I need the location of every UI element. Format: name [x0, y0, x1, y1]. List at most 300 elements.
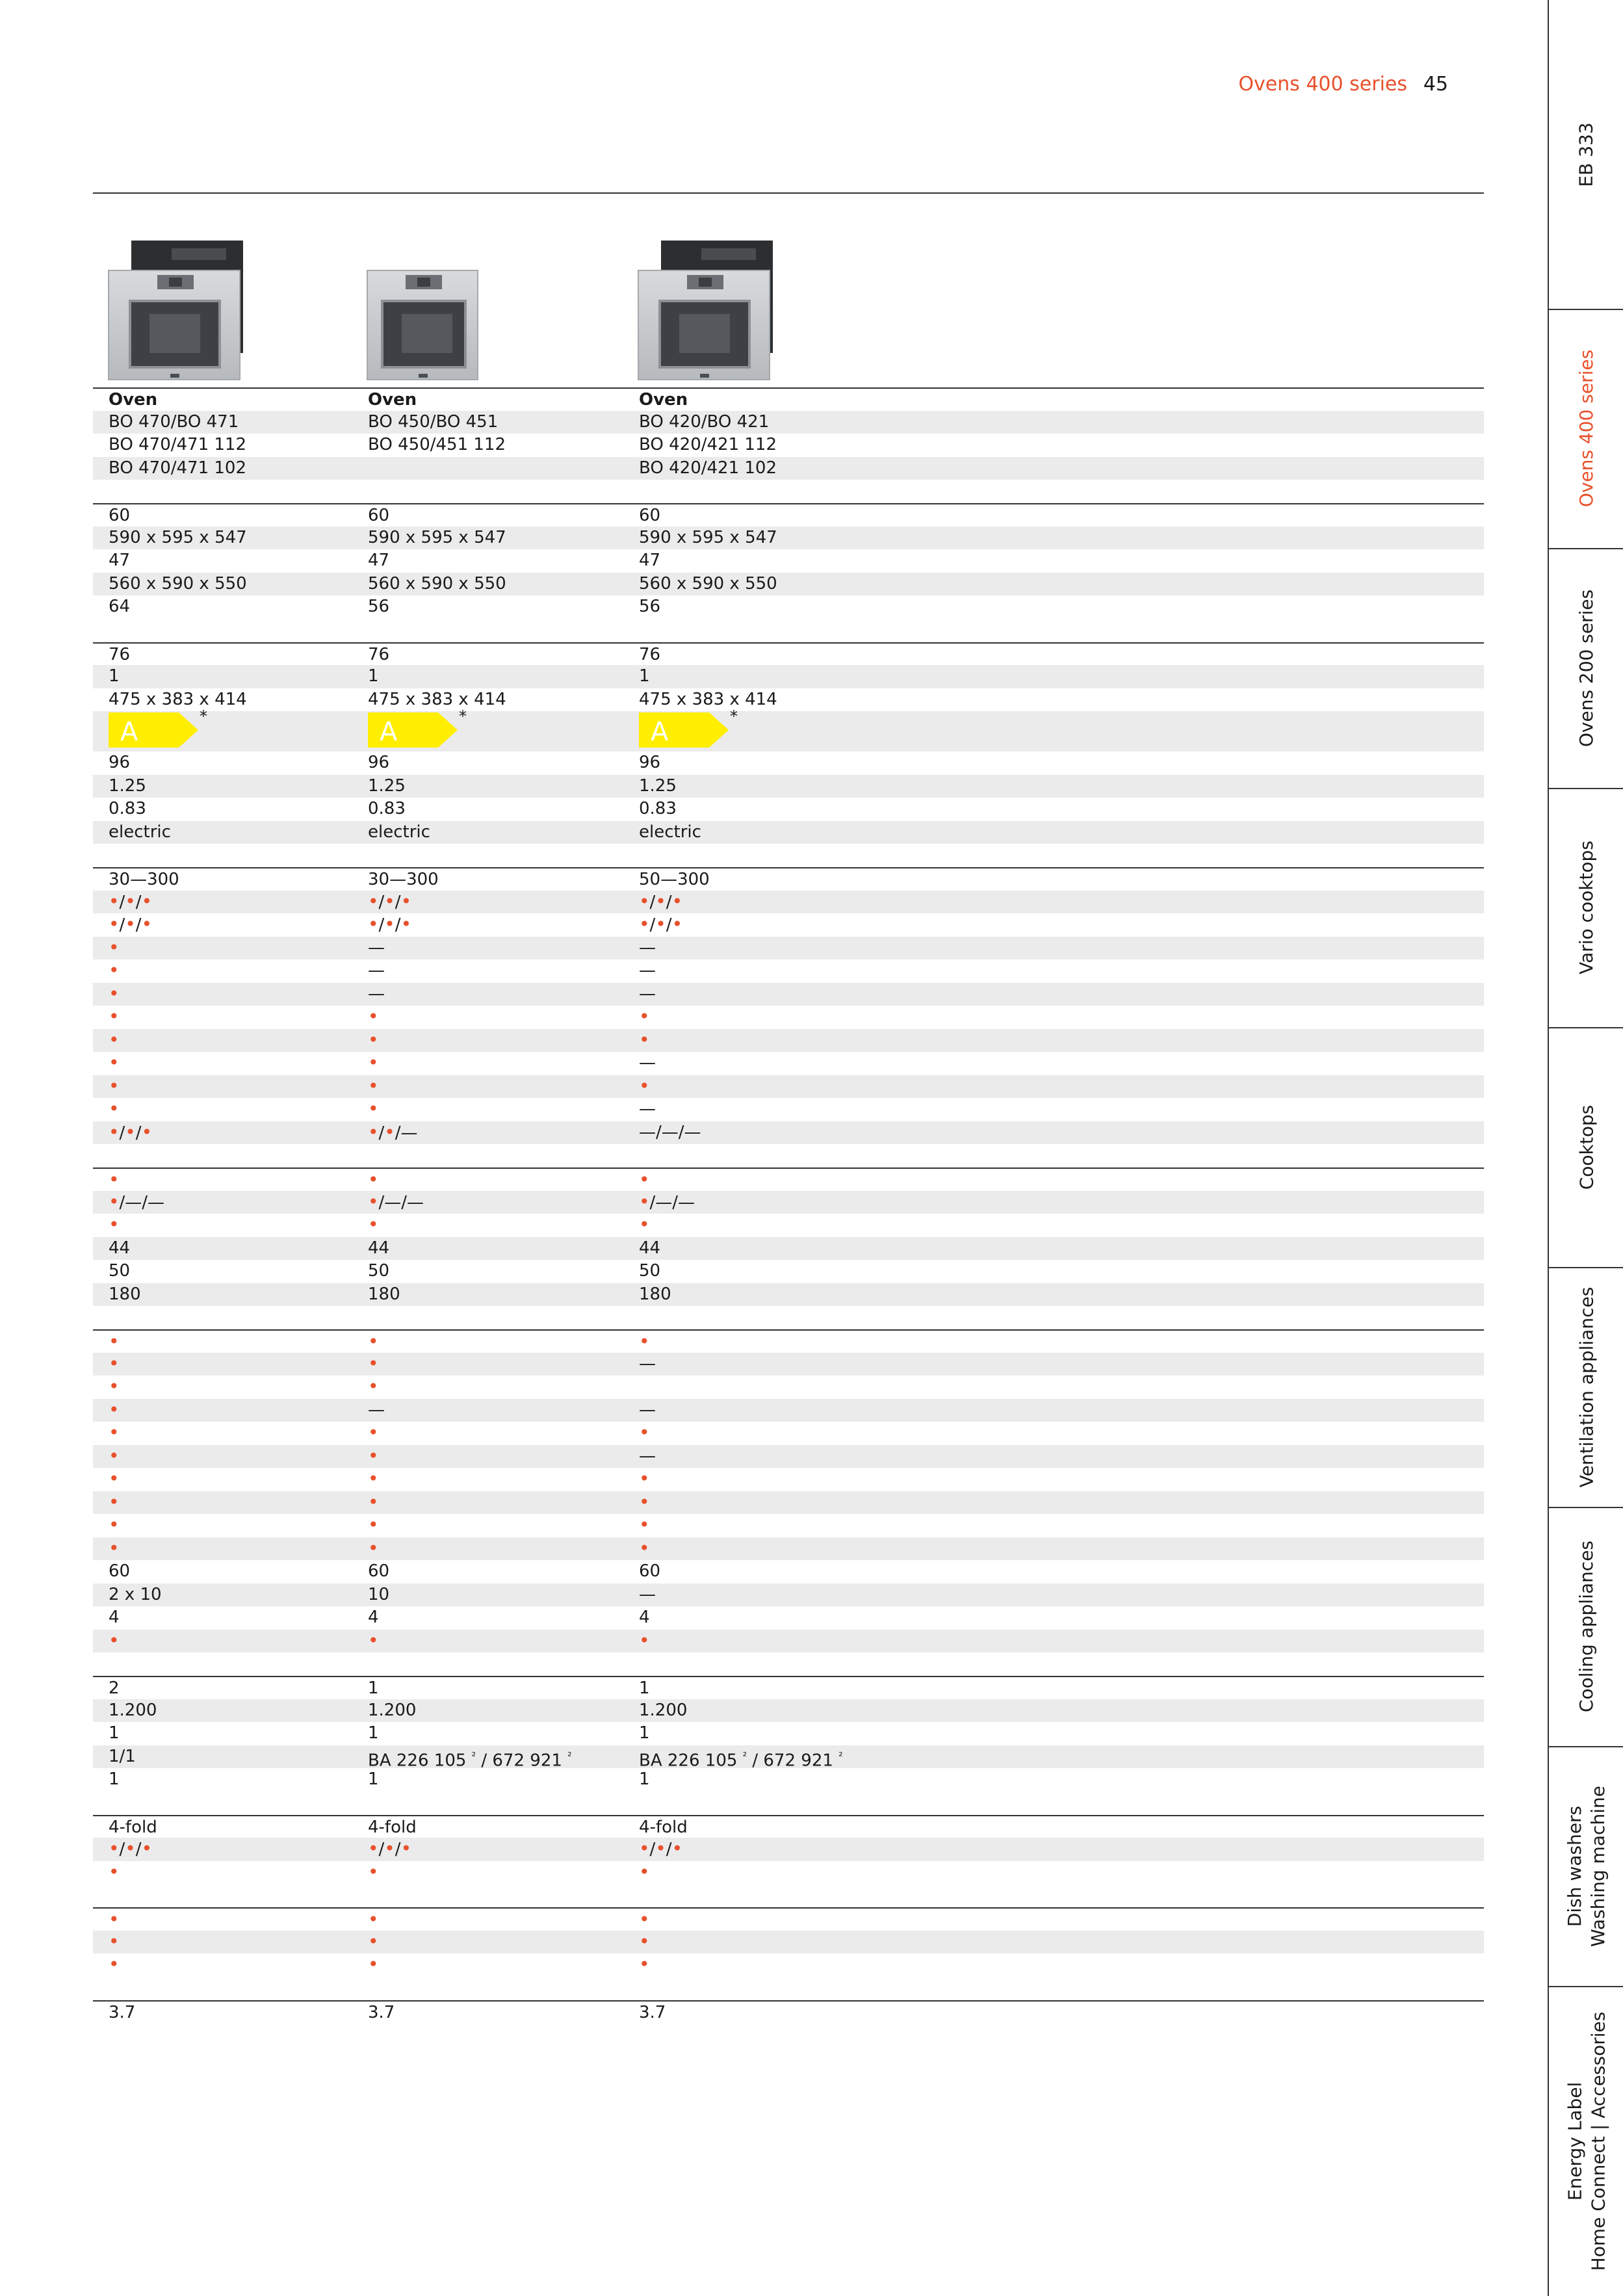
table-row [93, 1953, 1484, 1977]
energy-footnote-star: * [200, 707, 207, 725]
sidebar-divider [1549, 548, 1623, 549]
table-cell: •/•/• [639, 1838, 683, 1859]
table-cell: 76 [368, 644, 390, 664]
table-row [93, 1214, 1484, 1237]
table-cell: 180 [109, 1284, 141, 1304]
table-cell: 1.25 [368, 776, 406, 796]
table-cell [639, 1029, 650, 1052]
availability-dot: • [639, 1214, 650, 1235]
table-cell [639, 1075, 650, 1098]
table-cell: 0.83 [639, 799, 677, 818]
table-cell: 560 x 590 x 550 [109, 573, 247, 594]
table-cell: —/—/— [639, 1122, 701, 1142]
page-number: 45 [1423, 73, 1448, 96]
table-cell: •/•/• [368, 1838, 412, 1859]
table-cell: 4-fold [368, 1817, 417, 1837]
table-row [93, 1283, 1484, 1307]
sidebar-tab[interactable] [1549, 1986, 1623, 2296]
table-row [93, 959, 1484, 983]
oven-front-image [108, 270, 240, 380]
sidebar-tab-label-wrap [1549, 548, 1623, 788]
table-cell: 0.83 [109, 799, 146, 818]
table-cell [109, 1514, 120, 1537]
energy-footnote-star: * [459, 707, 467, 725]
sidebar-divider [1549, 1267, 1623, 1268]
table-cell: •/•/• [639, 913, 683, 935]
table-row [93, 821, 1484, 844]
table-cell [368, 1331, 379, 1353]
table-row [93, 1676, 1484, 1701]
table-cell: 76 [639, 644, 661, 664]
table-cell: 475 x 383 x 414 [109, 689, 247, 709]
table-cell [639, 1514, 650, 1537]
table-cell: 475 x 383 x 414 [368, 689, 506, 709]
table-cell [368, 1491, 379, 1514]
table-cell: 1/1 [109, 1746, 136, 1766]
table-row [93, 867, 1484, 892]
table-cell: BO 450/451 112 [368, 435, 506, 454]
sidebar-tab-label-wrap [1549, 1267, 1623, 1507]
table-cell: — [639, 1446, 656, 1466]
sidebar-tab-label: Vario cooktops [1576, 841, 1597, 974]
availability-dot: • [400, 913, 412, 935]
table-cell [368, 1075, 379, 1098]
availability-dot: • [109, 1444, 120, 1467]
availability-dot: • [400, 1838, 412, 1859]
sidebar-tab-label: Ventilation appliances [1576, 1286, 1597, 1487]
table-cell [109, 1075, 120, 1098]
sidebar-tab[interactable] [1549, 309, 1623, 548]
table-cell: 64 [109, 597, 131, 616]
table-row [93, 1399, 1484, 1422]
availability-dot: • [368, 1514, 379, 1535]
table-cell: — [639, 1099, 656, 1119]
table-cell: 475 x 383 x 414 [639, 689, 777, 709]
availability-dot: • [639, 1422, 650, 1443]
availability-dot: • [109, 1860, 120, 1883]
table-cell: 1 [109, 666, 120, 686]
availability-dot: • [109, 1075, 120, 1097]
sidebar-divider [1549, 788, 1623, 789]
table-cell: 1.25 [639, 776, 677, 796]
availability-dot: • [639, 1537, 650, 1559]
availability-dot: • [141, 890, 153, 912]
footnote-superscript: ² [838, 1749, 843, 1762]
table-cell: 50 [639, 1261, 661, 1281]
availability-dot: • [639, 1075, 650, 1097]
table-row [93, 891, 1484, 914]
table-cell: 2 [109, 1678, 120, 1698]
table-row [93, 1514, 1484, 1537]
table-cell: BO 470/BO 471 [109, 411, 239, 432]
table-cell: 50—300 [639, 870, 710, 889]
table-cell: •/•/• [109, 890, 153, 912]
table-cell: 60 [109, 506, 131, 525]
availability-dot: • [384, 1121, 395, 1143]
table-cell: 47 [368, 551, 390, 570]
table-cell: 1 [368, 1723, 379, 1743]
table-cell: 50 [368, 1261, 390, 1281]
table-cell: — [639, 1584, 656, 1604]
table-cell: 3.7 [639, 2002, 666, 2022]
availability-dot: • [671, 890, 683, 912]
table-cell: 560 x 590 x 550 [368, 573, 506, 594]
table-cell: Oven [639, 390, 688, 410]
availability-dot: • [109, 1838, 120, 1859]
availability-dot: • [109, 1028, 120, 1050]
table-row [93, 1260, 1484, 1283]
table-cell: BA 226 105 $^{^2}$ / 672 921 $^{^2}$ [368, 1749, 572, 1771]
table-row [93, 503, 1484, 528]
table-cell [368, 1052, 379, 1075]
table-row [93, 751, 1484, 775]
table-row [93, 1329, 1484, 1354]
table-row [93, 595, 1484, 619]
table-cell: 44 [109, 1238, 131, 1258]
table-cell: •/•/• [368, 913, 412, 935]
table-row [93, 665, 1484, 688]
table-cell [639, 1909, 650, 1931]
table-cell: 1 [639, 1769, 650, 1789]
table-cell [368, 1353, 379, 1376]
availability-dot: • [368, 1098, 379, 1119]
table-cell: 0.83 [368, 799, 406, 818]
table-cell: •/•/• [109, 913, 153, 935]
availability-dot: • [639, 890, 650, 912]
table-row [93, 1052, 1484, 1075]
table-cell: 2 x 10 [109, 1584, 162, 1604]
table-row [93, 983, 1484, 1006]
table-cell: 1 [368, 1678, 379, 1698]
availability-dot: • [655, 1838, 666, 1859]
table-cell: 1 [368, 1769, 379, 1789]
availability-dot: • [368, 1860, 379, 1883]
availability-dot: • [368, 1190, 379, 1212]
table-cell: •/•/• [639, 890, 683, 912]
table-cell: 60 [368, 506, 390, 525]
availability-dot: • [109, 1468, 120, 1489]
footnote-superscript: ² [742, 1749, 747, 1762]
table-cell: 60 [109, 1561, 131, 1581]
table-cell [639, 1006, 650, 1028]
table-row [93, 1468, 1484, 1491]
availability-dot: • [109, 1909, 120, 1930]
table-cell: — [368, 1400, 385, 1420]
table-cell: 590 x 595 x 547 [639, 527, 777, 547]
availability-dot: • [368, 1376, 379, 1397]
table-cell [109, 1491, 120, 1514]
table-cell: 30—300 [368, 870, 439, 889]
table-cell [368, 1006, 379, 1028]
table-cell: 30—300 [109, 870, 179, 889]
availability-dot: • [109, 1352, 120, 1374]
table-cell: 47 [639, 551, 661, 570]
oven-front-image [367, 270, 478, 380]
table-cell: 4 [368, 1608, 379, 1627]
table-cell [639, 1331, 650, 1353]
sidebar-tab-label-wrap [1549, 1027, 1623, 1267]
table-cell [368, 1376, 379, 1398]
availability-dot: • [639, 1491, 650, 1513]
sidebar-tab[interactable] [1549, 1027, 1623, 1267]
availability-dot: • [400, 890, 412, 912]
sidebar-divider [1549, 1027, 1623, 1028]
availability-dot: • [109, 1537, 120, 1559]
table-cell [109, 1909, 120, 1931]
availability-dot: • [639, 1006, 650, 1027]
top-rule [93, 192, 1484, 194]
availability-dot: • [109, 1331, 120, 1352]
table-row [93, 775, 1484, 798]
availability-dot: • [639, 1629, 650, 1651]
sidebar-tab-label: Ovens 200 series [1576, 589, 1597, 747]
table-cell [368, 1169, 379, 1192]
table-row [93, 1006, 1484, 1029]
table-row [93, 1861, 1484, 1885]
table-row [93, 1584, 1484, 1607]
table-row [93, 549, 1484, 573]
table-row [93, 457, 1484, 480]
footnote-superscript: ² [471, 1749, 476, 1762]
availability-dot: • [384, 913, 395, 935]
table-cell [639, 1630, 650, 1652]
table-row [93, 1075, 1484, 1099]
availability-dot: • [671, 913, 683, 935]
table-cell [368, 1630, 379, 1652]
availability-dot: • [109, 1930, 120, 1952]
availability-dot: • [141, 1838, 153, 1859]
sidebar-divider [1549, 1746, 1623, 1747]
energy-label-badge [368, 707, 472, 751]
energy-class-letter: A [380, 717, 398, 747]
table-row [93, 798, 1484, 821]
table-cell: 1 [639, 666, 650, 686]
table-cell: 180 [368, 1284, 400, 1304]
table-row [93, 1745, 1484, 1769]
sidebar-tab-label-wrap [1549, 1507, 1623, 1746]
table-cell: — [368, 937, 385, 958]
table-row [93, 1699, 1484, 1723]
availability-dot: • [141, 913, 153, 935]
availability-dot: • [125, 913, 136, 935]
availability-dot: • [639, 913, 650, 935]
table-cell: 76 [109, 644, 131, 664]
table-cell [368, 1537, 379, 1560]
sidebar-divider [1549, 1507, 1623, 1508]
table-cell [109, 1537, 120, 1560]
availability-dot: • [368, 1909, 379, 1930]
table-cell [368, 1953, 379, 1976]
sidebar-divider [1549, 1986, 1623, 1987]
sidebar-tab[interactable] [1549, 548, 1623, 788]
table-row [93, 1121, 1484, 1145]
table-row [93, 1168, 1484, 1192]
table-cell [109, 1006, 120, 1028]
table-cell: 96 [109, 753, 131, 772]
table-cell [109, 1861, 120, 1884]
availability-dot: • [639, 1838, 650, 1859]
table-row [93, 2000, 1484, 2025]
sidebar-tab[interactable] [1549, 1267, 1623, 1507]
sidebar-tab[interactable] [1549, 1507, 1623, 1746]
table-cell [639, 1422, 650, 1444]
table-row [93, 1029, 1484, 1052]
availability-dot: • [109, 1398, 120, 1420]
availability-dot: • [368, 1006, 379, 1027]
table-cell [639, 1169, 650, 1192]
table-cell [639, 1537, 650, 1560]
table-cell: •/•/• [109, 1121, 153, 1143]
availability-dot: • [109, 1121, 120, 1143]
table-cell [368, 1468, 379, 1491]
table-cell: 60 [639, 1561, 661, 1581]
table-cell: BO 470/471 102 [109, 458, 247, 478]
availability-dot: • [141, 1121, 153, 1143]
availability-dot: • [639, 1169, 650, 1190]
availability-dot: • [368, 1930, 379, 1952]
table-cell: electric [368, 822, 430, 842]
table-row [93, 527, 1484, 550]
table-cell: 1 [639, 1723, 650, 1743]
table-cell: 590 x 595 x 547 [109, 527, 247, 547]
availability-dot: • [109, 1169, 120, 1190]
table-cell [109, 1468, 120, 1491]
table-cell: 180 [639, 1284, 671, 1304]
table-cell [109, 1445, 120, 1468]
availability-dot: • [655, 913, 666, 935]
availability-dot: • [109, 1422, 120, 1443]
availability-dot: • [368, 1953, 379, 1975]
table-cell [639, 1491, 650, 1514]
table-cell [109, 1399, 120, 1422]
table-cell: 3.7 [368, 2002, 395, 2022]
availability-dot: • [109, 1953, 120, 1975]
availability-dot: • [368, 1052, 379, 1073]
sidebar-tab-label-wrap [1549, 309, 1623, 548]
energy-class-letter: A [651, 717, 669, 747]
sidebar-tab[interactable] [1549, 1746, 1623, 1986]
sidebar-tab-label: Dish washers Washing machine [1564, 1785, 1609, 1947]
table-row [93, 1098, 1484, 1121]
availability-dot: • [368, 1075, 379, 1097]
table-row [93, 387, 1484, 412]
availability-dot: • [368, 1629, 379, 1651]
availability-dot: • [639, 1190, 650, 1212]
table-cell: 56 [368, 597, 390, 616]
table-cell [109, 1052, 120, 1075]
table-cell: electric [639, 822, 701, 842]
table-cell: Oven [109, 390, 158, 410]
table-cell [109, 1353, 120, 1376]
availability-dot: • [639, 1028, 650, 1050]
table-cell: BA 226 105 $^{^2}$ / 672 921 $^{^2}$ [639, 1749, 843, 1771]
oven-front-image [638, 270, 770, 380]
table-cell: 96 [639, 753, 661, 772]
table-cell: BO 420/421 112 [639, 435, 777, 454]
table-row [93, 688, 1484, 712]
table-cell: 60 [368, 1561, 390, 1581]
sidebar-tab-label: Cooktops [1576, 1104, 1597, 1190]
page-header [0, 0, 1547, 195]
table-row [93, 411, 1484, 434]
table-cell: — [639, 937, 656, 958]
sidebar-tab-label-wrap [1549, 1986, 1623, 2296]
sidebar-tab-label: EB 333 [1576, 122, 1597, 187]
table-row [93, 1768, 1484, 1792]
availability-dot: • [368, 1169, 379, 1190]
table-cell [109, 959, 120, 982]
table-cell: 50 [109, 1261, 131, 1281]
table-cell: — [639, 984, 656, 1004]
availability-dot: • [368, 890, 379, 912]
availability-dot: • [368, 1214, 379, 1235]
availability-dot: • [639, 1953, 650, 1975]
table-cell: •/•/— [368, 1121, 418, 1143]
availability-dot: • [125, 1838, 136, 1859]
energy-class-letter: A [120, 717, 138, 747]
sidebar-tab-label-wrap [1549, 0, 1623, 309]
availability-dot: • [109, 890, 120, 912]
availability-dot: • [368, 1121, 379, 1143]
table-row [93, 434, 1484, 457]
table-cell: 56 [639, 597, 661, 616]
table-cell: •/—/— [109, 1190, 165, 1212]
table-cell: •/—/— [368, 1190, 424, 1212]
table-cell: 44 [368, 1238, 390, 1258]
table-row [93, 937, 1484, 960]
sidebar-tab-label: Cooling appliances [1576, 1540, 1598, 1713]
table-row [93, 1422, 1484, 1445]
table-cell: 1.200 [368, 1700, 417, 1720]
table-row [93, 1606, 1484, 1630]
table-cell [109, 1029, 120, 1052]
table-cell: 3.7 [109, 2002, 136, 2022]
table-cell: 1 [109, 1723, 120, 1743]
availability-dot: • [368, 1352, 379, 1374]
availability-dot: • [368, 1537, 379, 1559]
sidebar-tab-label: Ovens 400 series [1576, 349, 1597, 508]
availability-dot: • [109, 1376, 120, 1397]
availability-dot: • [368, 1468, 379, 1489]
availability-dot: • [639, 1331, 650, 1352]
table-row [93, 1491, 1484, 1515]
table-cell [368, 1909, 379, 1931]
table-cell [368, 1445, 379, 1468]
table-row [93, 1931, 1484, 1954]
availability-dot: • [368, 1331, 379, 1352]
sidebar-tab[interactable] [1549, 788, 1623, 1027]
availability-dot: • [639, 1930, 650, 1952]
table-cell [639, 1861, 650, 1884]
table-cell: 1.200 [639, 1700, 688, 1720]
table-cell: 1.25 [109, 776, 146, 796]
availability-dot: • [109, 1006, 120, 1027]
table-cell: •/•/• [109, 1838, 153, 1859]
table-cell [368, 1098, 379, 1121]
sidebar-tab[interactable] [1549, 0, 1623, 309]
availability-dot: • [109, 1629, 120, 1651]
availability-dot: • [639, 1909, 650, 1930]
table-row [93, 573, 1484, 596]
table-cell: •/—/— [639, 1190, 695, 1212]
availability-dot: • [368, 1491, 379, 1513]
table-cell [109, 983, 120, 1006]
availability-dot: • [109, 1214, 120, 1235]
availability-dot: • [655, 890, 666, 912]
sidebar-divider [1549, 309, 1623, 310]
availability-dot: • [109, 1190, 120, 1212]
availability-dot: • [109, 913, 120, 935]
